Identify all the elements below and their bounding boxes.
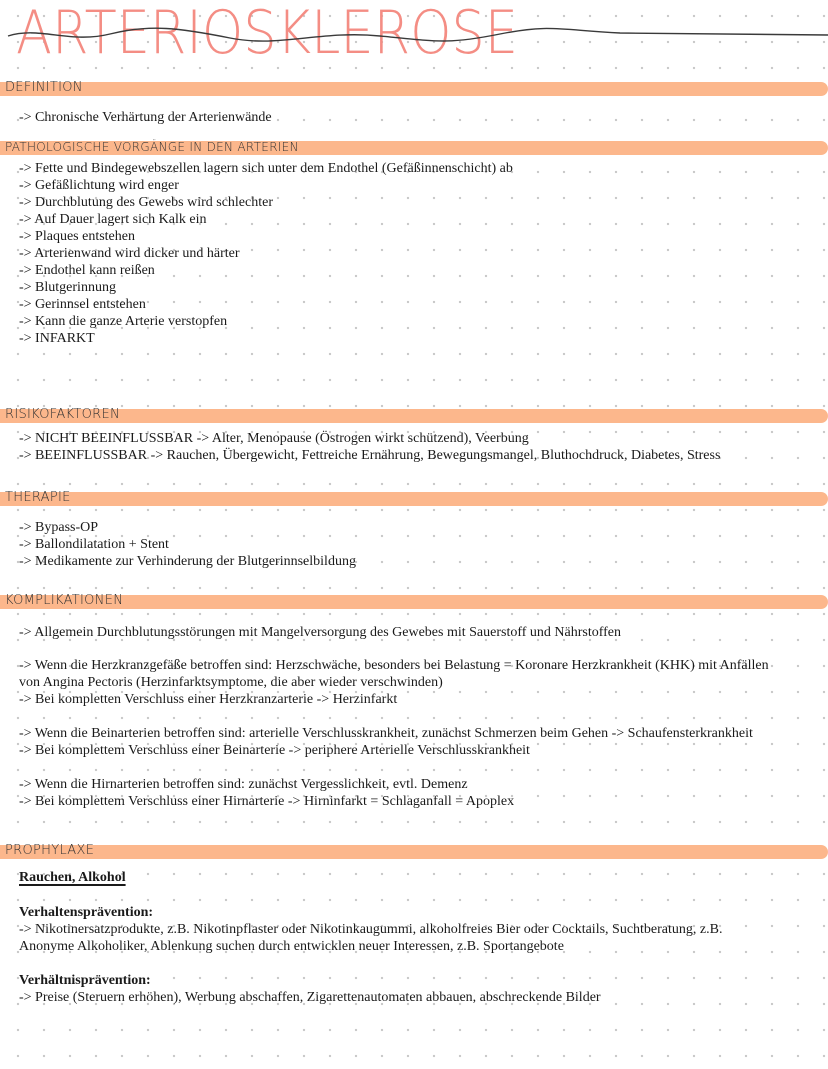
- list-item: -> Wenn die Beinarterien betroffen sind: arterielle Verschlusskrankheit, zunächst Schmerzen beim Gehen -> Schaufensterkrankheit: [19, 726, 753, 741]
- definition-heading: DEFINITION: [5, 80, 83, 95]
- list-item: -> Gefäßlichtung wird enger: [19, 178, 179, 193]
- complications-band: [0, 595, 828, 609]
- list-item: -> Blutgerinnung: [19, 280, 116, 295]
- pathology-list: [19, 160, 513, 347]
- page-title: ARTERIOSKLEROSE: [16, 0, 518, 64]
- complications-legs: [19, 725, 753, 759]
- complications-brain: [19, 776, 514, 810]
- list-item: -> Nikotinersatzprodukte, z.B. Nikotinpflaster oder Nikotinkaugummi, alkoholfreies Bier oder Cocktails, Suchtberatung, z.B.: [19, 922, 723, 937]
- list-item: -> Bypass-OP: [19, 520, 99, 535]
- condition-prevention-text: [19, 989, 601, 1006]
- prophylaxis-heading: PROPHYLAXE: [5, 843, 95, 858]
- list-item: -> NICHT BEEINFLUSSBAR -> Alter, Menopause (Östrogen wirkt schützend), Veerbung: [19, 431, 529, 446]
- list-item: -> Gerinnsel entstehen: [19, 297, 146, 312]
- list-item: -> Arterienwand wird dicker und härter: [19, 246, 240, 261]
- list-item: -> Medikamente zur Verhinderung der Blutgerinnselbildung: [19, 554, 356, 569]
- risk-list: [19, 430, 720, 464]
- list-item: -> Ballondilatation + Stent: [19, 537, 169, 552]
- list-item: -> Plaques entstehen: [19, 229, 135, 244]
- list-item: -> Durchblutung des Gewebs wird schlechter: [19, 195, 273, 210]
- list-item: -> Chronische Verhärtung der Arterienwände: [19, 110, 272, 125]
- condition-prevention-title: Verhältnisprävention:: [19, 973, 151, 988]
- list-item: -> Wenn die Hirnarterien betroffen sind: zunächst Vergesslichkeit, evtl. Demenz: [19, 777, 468, 792]
- list-item: -> Bei komplettem Verschluss einer Beinarterie -> periphere Arterielle Verschlusskrankheit: [19, 743, 530, 758]
- list-item: -> BEEINFLUSSBAR -> Rauchen, Übergewicht, Fettreiche Ernährung, Bewegungsmangel, Bluthochdruck, Diabetes, Stress: [19, 448, 721, 463]
- definition-band: [0, 82, 828, 96]
- prophylaxis-band: [0, 845, 828, 859]
- behavior-prevention-text: [19, 921, 722, 955]
- behavior-prevention-title: Verhaltensprävention:: [19, 905, 154, 920]
- therapy-list: [19, 519, 356, 570]
- list-item: -> Kann die ganze Arterie verstopfen: [19, 314, 228, 329]
- complications-heading: KOMPLIKATIONEN: [5, 593, 124, 608]
- list-item: -> Bei kompletten Verschluss einer Herzkranzarterie -> Herzinfarkt: [19, 692, 398, 707]
- list-item: -> Auf Dauer lagert sich Kalk ein: [19, 212, 207, 227]
- list-item: -> Preise (Steruern erhöhen), Werbung abschaffen, Zigarettenautomaten abbauen, abschreckende Bilder: [19, 990, 601, 1005]
- complications-general: -> Allgemein Durchblutungsstörungen mit Mangelversorgung des Gewebes mit Sauerstoff und Nährstoffen: [19, 625, 622, 640]
- risk-heading: RISIKOFAKTOREN: [5, 407, 121, 422]
- complications-heart: [19, 657, 769, 708]
- therapy-heading: THERAPIE: [5, 490, 71, 505]
- pathology-heading: PATHOLOGISCHE VORGÄNGE IN DEN ARTERIEN: [5, 140, 299, 154]
- title-graphic: [0, 0, 828, 64]
- list-item: von Angina Pectoris (Herzinfarktsymptome, die aber wieder verschwinden): [19, 675, 443, 690]
- list-item: -> Wenn die Herzkranzgefäße betroffen sind: Herzschwäche, besonders bei Belastung = Koronare Herzkrankheit (KHK) mit Anfällen: [19, 658, 769, 673]
- risk-band: [0, 409, 828, 423]
- list-item: Anonyme Alkoholiker, Ablenkung suchen durch entwicklen neuer Interessen, z.B. Sportangebote: [19, 939, 564, 954]
- prophylaxis-subheading: Rauchen, Alkohol: [19, 870, 126, 885]
- therapy-band: [0, 492, 828, 506]
- list-item: -> Endothel kann reißen: [19, 263, 155, 278]
- definition-list: [19, 109, 272, 126]
- list-item: -> INFARKT: [19, 331, 95, 346]
- list-item: -> Fette und Bindegewebszellen lagern sich unter dem Endothel (Gefäßinnenschicht) ab: [19, 161, 513, 176]
- list-item: -> Bei komplettem Verschluss einer Hirnarterie -> Hirninfarkt = Schlaganfall = Apoplex: [19, 794, 515, 809]
